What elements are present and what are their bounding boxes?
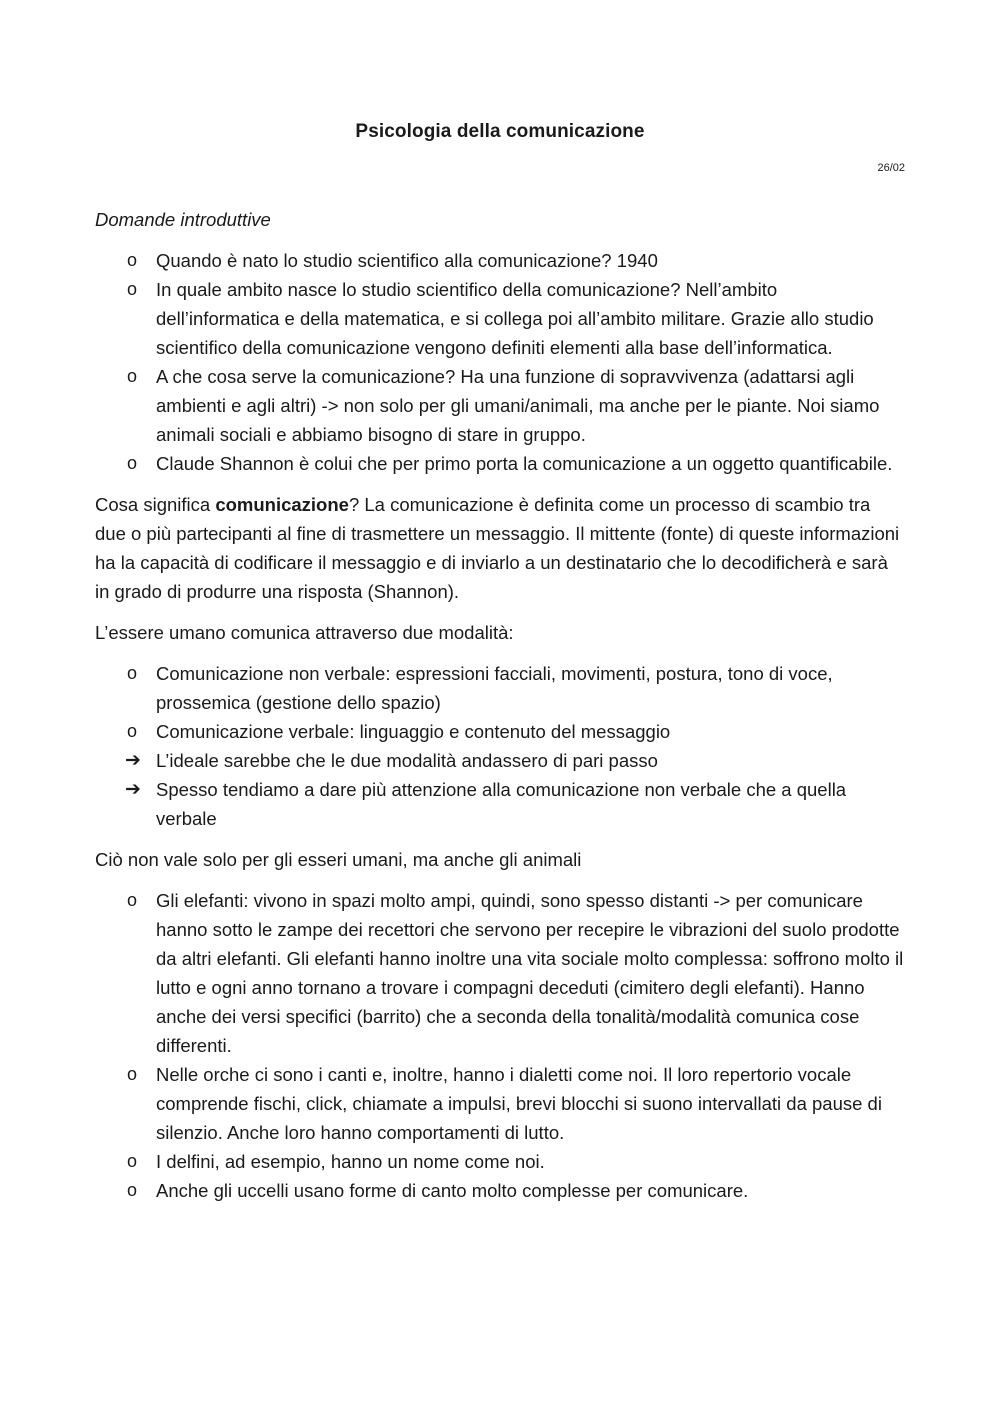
list-item-text: L’ideale sarebbe che le due modalità andassero di pari passo (156, 750, 658, 771)
list-item (95, 1176, 905, 1205)
list-item-text: Nelle orche ci sono i canti e, inoltre, hanno i dialetti come noi. Il loro repertorio vocale comprende fischi, click, chiamate a impulsi, brevi blocchi si suono intervallati da pause di silenzio. Anche loro hanno comportamenti di lutto. (156, 1064, 882, 1143)
list-item-text: A che cosa serve la comunicazione? Ha una funzione di sopravvivenza (adattarsi agli ambienti e agli altri) -> non solo per gli umani/animali, ma anche per le piante. Noi siamo animali sociali e abbiamo bisogno di stare in gruppo. (156, 366, 880, 445)
arrow-right-icon: ➔ (125, 779, 141, 800)
list-item (95, 275, 905, 362)
list-item (95, 775, 905, 833)
list-item-text: Quando è nato lo studio scientifico alla comunicazione? 1940 (156, 250, 658, 271)
list-item-text: Comunicazione verbale: linguaggio e contenuto del messaggio (156, 721, 671, 742)
circle-bullet-icon: o (127, 890, 138, 910)
list-item-text: Comunicazione non verbale: espressioni facciali, movimenti, postura, tono di voce, prossemica (gestione dello spazio) (156, 663, 833, 713)
list-item (95, 1060, 905, 1147)
list-item-text: Claude Shannon è colui che per primo porta la comunicazione a un oggetto quantificabile. (156, 453, 893, 474)
animals-list (95, 886, 905, 1205)
circle-bullet-icon: o (127, 1180, 138, 1200)
arrow-right-icon: ➔ (125, 750, 141, 771)
intro-questions-list (95, 246, 905, 478)
list-item (95, 246, 905, 275)
list-item (95, 746, 905, 775)
circle-bullet-icon: o (127, 366, 138, 386)
definition-text: ? La comunicazione è definita come un processo di scambio tra due o più partecipanti al fine di trasmettere un messaggio. Il mittente (fonte) di queste informazioni ha la capacità di codificare il messaggio e di inviarlo a un destinatario che lo decodificherà e sarà in grado di produrre una risposta (Shannon). (95, 494, 900, 602)
definition-paragraph (95, 490, 905, 606)
list-item (95, 1147, 905, 1176)
list-item-text: Spesso tendiamo a dare più attenzione alla comunicazione non verbale che a quella verbale (156, 779, 847, 829)
document-date: 26/02 (877, 162, 905, 174)
list-item (95, 886, 905, 1060)
modalities-list (95, 659, 905, 833)
list-item-text: Gli elefanti: vivono in spazi molto ampi, quindi, sono spesso distanti -> per comunicare hanno sotto le zampe dei recettori che servono per recepire le vibrazioni del suolo prodotte da altri elefanti. Gli elefanti hanno inoltre una vita sociale molto complessa: soffrono molto il lutto e ogni anno tornano a trovare i compagni deceduti (cimitero degli elefanti). Hanno anche dei versi specifici (barrito) che a seconda della tonalità/modalità comunica cose differenti. (156, 890, 904, 1056)
list-item (95, 717, 905, 746)
list-item (95, 449, 905, 478)
list-item (95, 362, 905, 449)
document-body (95, 205, 905, 1217)
definition-term: comunicazione (215, 494, 349, 515)
circle-bullet-icon: o (127, 663, 138, 683)
circle-bullet-icon: o (127, 279, 138, 299)
section-heading-intro: Domande introduttive (95, 209, 271, 230)
circle-bullet-icon: o (127, 453, 138, 473)
modalities-intro: L’essere umano comunica attraverso due modalità: (95, 622, 514, 643)
list-item (95, 659, 905, 717)
circle-bullet-icon: o (127, 250, 138, 270)
list-item-text: In quale ambito nasce lo studio scientifico della comunicazione? Nell’ambito dell’informatica e della matematica, e si collega poi all’ambito militare. Grazie allo studio scientifico della comunicazione vengono definiti elementi alla base dell’informatica. (156, 279, 874, 358)
circle-bullet-icon: o (127, 1064, 138, 1084)
list-item-text: I delfini, ad esempio, hanno un nome come noi. (156, 1151, 545, 1172)
animals-intro: Ciò non vale solo per gli esseri umani, ma anche gli animali (95, 849, 582, 870)
circle-bullet-icon: o (127, 1151, 138, 1171)
definition-prefix: Cosa significa (95, 494, 216, 515)
document-title: Psicologia della comunicazione (355, 121, 645, 142)
circle-bullet-icon: o (127, 721, 138, 741)
list-item-text: Anche gli uccelli usano forme di canto molto complesse per comunicare. (156, 1180, 749, 1201)
